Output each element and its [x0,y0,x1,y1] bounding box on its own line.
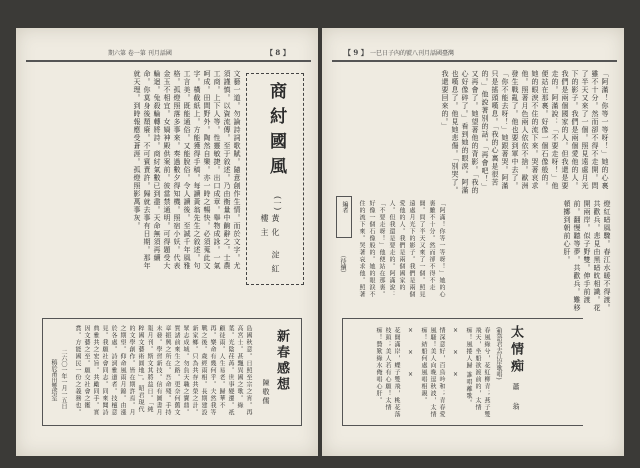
box-date: 二六〇一年一月一五日 [60,349,67,409]
new-year-box [42,318,302,426]
right-page [322,28,624,456]
side-note: （待續） [339,252,346,276]
poem-title: 太情痴 [508,325,523,376]
page-number: 【 8 】 [266,48,290,57]
poem-subtitle: (想語君去江岸歌唱) [495,327,502,380]
header-rule [26,60,311,62]
poem-stanza: 情深意好，百鳥吟和；青春愛風騷！美人向晚逗秋波，太情痴！結船何處風唱相親。 [420,327,445,418]
article-body: 文藝一道。勿論詩詞歌賦。隨意創作生情。而於文字。尤須謹慎。以資流傳。至于敘述。乃由衡量中齣辭之。士農工商。上下人等。性靈敏捷。出口成章。舉物成詠。一氣呵成。田間野外。陶然自樂。亦一時之暢快。必須蒐此文字。橫截紙上。方能獲得手稿。每讀黃翁先生之敘述。句工言美。既能通俗。又能脫俗。令人讀後。至誠千年風雅格。孤燈照落多事來。奏過數夕得知機。照宿小妖。代表金玉不相宜。女媧神殿供案前。彼當禁通明。可得題受大輪迴。兔殺輪轉將詩。商紂氣數已到盡。天命無須再續命。你莫身後頹廢。不可賓責許。歸就去事有日期。那年就天理。到時報應受蒼涯。孤燈照影萬事灰。 [133,70,241,270]
running-header: 一巳日子內的號八刊月話國臺灣 [370,50,455,57]
editor-box [336,196,352,238]
box-body: 島國秋意。日照至宗之宵。再高宮士。甚飄異國之歌。綠葉。光陰荏苒。世事變遷。祇顧徒雨。人生易老。歸華不再。樂命有幾何乎。夫然我等戰之後。歲經雨相。長期建設新家鄉。只為共存共榮之計。眾志成城。勿負天職之寶鼎。質諸前來生之路。更奈何舊文章振興之所在。吾命殘。手持未發。學習新技。信有圖書月報月刊。斯文其將益日。「純粹國文藝術圓地」。昭君現代的文學創作。皆在期許焉。月之期望。仰命風雨月錦。由漲於各處。詩詞雅道者。技檀意見。我願社會同志。同來聞詩典雅共之宏旨。共勵同手。實因文藝之至。願交社會之鑑賞。方能國民一份之義務也。 [74,325,252,416]
poem-stanza: 花開滿岸，蝶子雙飛，桃花落枝頭；美人若有心願！太情痴！贊歎綠水俺唱心肝。 [375,327,400,418]
poem-separator: × × × [452,327,459,379]
article-title: 商紂國風 [266,82,286,182]
story-continued: 「阿滿！你等一等呀！」她的心裏雖不十分。然而卻不得不走開。問了半天又來了一個。照見遠處月光下的影子。我們是兩個愛他的人。我們是兩個國家的人。但我還是要走的。阿滿說：「不要走呀！」他便站在那裏。好像一個石像般的。她的眼淚不住的流下來。哭著哀求他。照著 [358,200,445,298]
left-page [16,28,318,456]
box-author: 陳敬儒 [262,379,270,406]
header-rule [332,60,617,62]
article-part: (一) [273,196,282,211]
editor-label: 編者 [341,201,348,213]
box-signature: 稿於莆田雙塔室 [50,359,57,401]
page-number: 【 9 】 [344,48,368,57]
poem-author: 蕭 翁 [512,383,520,415]
poem-separator: × × × [407,327,414,379]
poem-stanza: 春風綠兮，花紅柳青；燕子雙飛天，坐船欲渡前的，太情痴！風捲人歸 誰唱離歌。 [465,327,490,418]
running-header: 期六第 卷一第 刊月話國 [108,50,172,57]
article-body-continued [26,286,302,318]
story-body: 「阿滿！你等一等呀！」她的心裏雖不十分。然而卻不得不走開。問了半天又來了一個。照見遠處月光下的影子。我們是兩個愛他的人。我們是兩個國家的人。但我還是要走的。阿滿說：「不要走呀！」他便站在那裏。好像一個石像般的。她的眼淚不住的流下來。哭著哀求他。照著月色兩人依依不捨。歐洲發生戰亂了。他也要到軍中去了。「你不能去呀！」她跟著哭。阿滿只是搖頭嘆息。「我的心裏是很苦的。」他說著別的話。「再會吧！」又再會了。她望著他的背影。「我的心好像碎了。」看到她的眼淚。阿滿也嘆息了。他見她悲傷。「別哭了。我還要回來的。」 [441,70,609,195]
article-author: 黃化 淀紅樓主 [260,214,280,279]
story-poem-intro: 燈紅暗風驟。春江水暖不得渡。共歡兵。悲見由黑暗眈相識。花開兩岸。似子野雙。伸手前渡前。翻慢聽等夢。共歡兵。難移頓擲到朝前心肝。 [563,200,611,312]
box-title: 新春感想 [274,329,289,393]
poem-box [342,318,583,426]
title-box [246,73,304,285]
